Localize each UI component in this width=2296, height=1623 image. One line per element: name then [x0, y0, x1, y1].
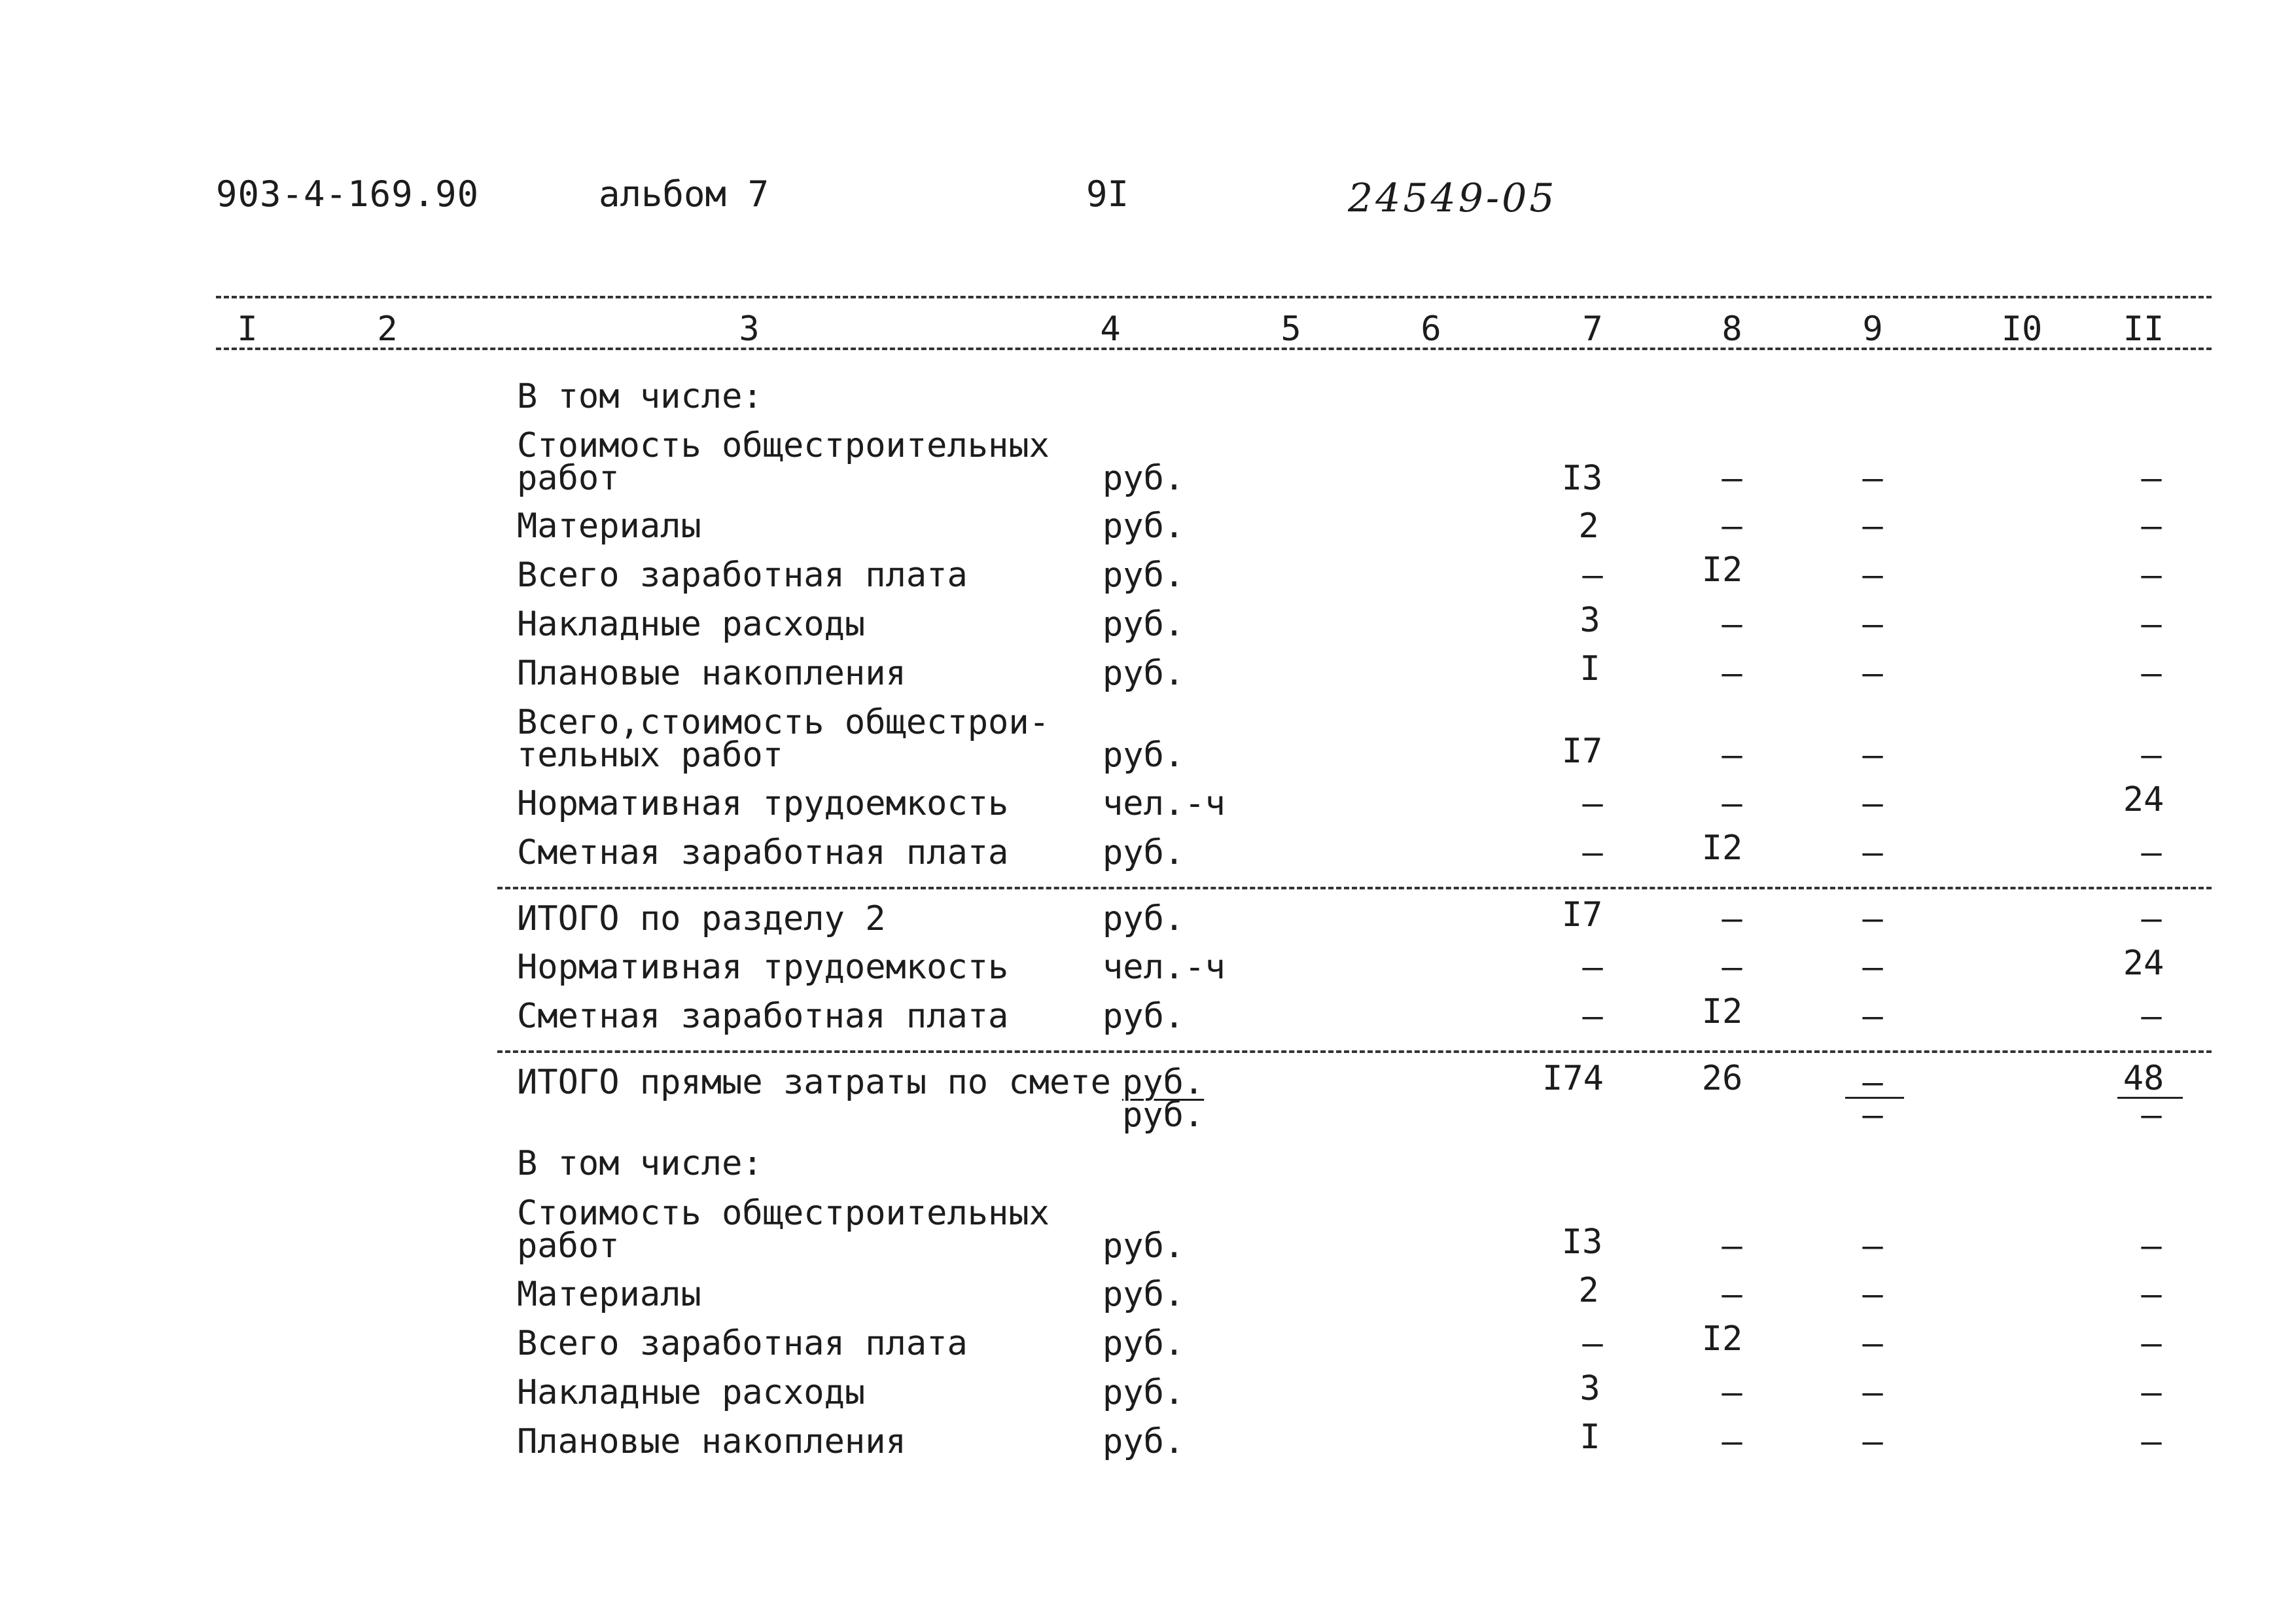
- cell-col8: –: [1722, 1226, 1742, 1266]
- row-label: Всего заработная плата: [517, 1324, 968, 1363]
- cell-col11: 48: [2123, 1059, 2164, 1098]
- cell-col8: –: [1722, 654, 1742, 693]
- cell-col7: 3: [1580, 1369, 1600, 1408]
- row-label-continued: работ: [517, 459, 620, 498]
- cell-col8: I2: [1701, 1319, 1743, 1359]
- row-unit: чел.-ч: [1103, 948, 1226, 987]
- row-label: Сметная заработная плата: [517, 997, 1009, 1036]
- row-label: Всего,стоимость общестрои-: [517, 703, 1050, 742]
- row-label: Стоимость общестроительных: [517, 426, 1050, 465]
- cell-col7: I3: [1561, 459, 1603, 498]
- row-unit: руб.: [1103, 605, 1185, 644]
- row-unit: руб.: [1103, 556, 1185, 595]
- row-unit-denominator: руб.: [1122, 1096, 1205, 1135]
- row-unit: руб.: [1103, 1324, 1185, 1363]
- row-unit: руб.: [1103, 507, 1185, 546]
- cell-col11: –: [2141, 1373, 2162, 1412]
- row-unit: руб.: [1103, 654, 1185, 693]
- cell-col8: –: [1722, 1373, 1742, 1412]
- cell-col8: –: [1722, 784, 1742, 823]
- cell-col11: –: [2141, 899, 2162, 938]
- cell-col11-denominator: –: [2141, 1096, 2162, 1135]
- row-unit: руб.: [1103, 899, 1185, 938]
- cell-col8: –: [1722, 736, 1742, 775]
- cell-col8: –: [1722, 507, 1742, 546]
- column-number-3: 3: [739, 310, 760, 349]
- cell-col9: –: [1862, 948, 1883, 987]
- cell-col11: –: [2141, 556, 2162, 595]
- document-number: 24549-05: [1348, 175, 1557, 221]
- cell-col9: –: [1862, 997, 1883, 1036]
- row-label: В том числе:: [517, 377, 763, 416]
- row-unit: руб.: [1122, 1063, 1205, 1102]
- album-label: альбом 7: [599, 173, 769, 215]
- row-label: Накладные расходы: [517, 1373, 866, 1412]
- cell-col9: –: [1862, 605, 1883, 644]
- cell-col8: I2: [1701, 992, 1743, 1031]
- row-unit: руб.: [1103, 1226, 1185, 1266]
- cell-col7: I7: [1561, 732, 1603, 771]
- cell-col9: –: [1862, 833, 1883, 872]
- row-label: Плановые накопления: [517, 1422, 906, 1461]
- row-label: Нормативная трудоемкость: [517, 948, 1009, 987]
- row-unit: руб.: [1103, 1422, 1185, 1461]
- cell-col8: –: [1722, 1275, 1742, 1314]
- column-number-8: 8: [1722, 310, 1742, 349]
- page-number: 9I: [1086, 173, 1129, 215]
- cell-col7: I: [1580, 649, 1600, 688]
- column-number-4: 4: [1100, 310, 1121, 349]
- cell-col9: –: [1862, 784, 1883, 823]
- cell-col7: –: [1582, 948, 1603, 987]
- row-unit: руб.: [1103, 997, 1185, 1036]
- row-unit: руб.: [1103, 833, 1185, 872]
- cell-col7: –: [1582, 784, 1603, 823]
- column-number-7: 7: [1582, 310, 1603, 349]
- cell-col9: –: [1862, 736, 1883, 775]
- column-number-1: I: [237, 310, 258, 349]
- section-separator: [497, 887, 2212, 889]
- cell-col11: –: [2141, 459, 2162, 498]
- cell-col8: –: [1722, 459, 1742, 498]
- cell-col11: –: [2141, 1275, 2162, 1314]
- cell-col7: 3: [1580, 601, 1600, 640]
- column-number-5: 5: [1280, 310, 1301, 349]
- header-bottom-rule: [216, 348, 2212, 350]
- cell-col9: –: [1862, 556, 1883, 595]
- header-top-rule: [216, 296, 2212, 298]
- row-label-continued: работ: [517, 1226, 620, 1266]
- row-label: Всего заработная плата: [517, 556, 968, 595]
- cell-col7: I74: [1542, 1059, 1604, 1098]
- row-label: Сметная заработная плата: [517, 833, 1009, 872]
- cell-col11: –: [2141, 654, 2162, 693]
- cell-col7: –: [1582, 1324, 1603, 1363]
- cell-col11: –: [2141, 833, 2162, 872]
- cell-col7: 2: [1578, 1271, 1599, 1310]
- cell-col11: –: [2141, 736, 2162, 775]
- cell-col9: –: [1862, 1422, 1883, 1461]
- section-separator: [497, 1050, 2212, 1053]
- row-label: ИТОГО прямые затраты по смете: [517, 1063, 1111, 1102]
- cell-col7: 2: [1578, 507, 1599, 546]
- cell-col7: I: [1580, 1418, 1600, 1457]
- row-label: ИТОГО по разделу 2: [517, 899, 886, 938]
- cell-col9: –: [1862, 459, 1883, 498]
- cell-col9: –: [1862, 507, 1883, 546]
- cell-col11: –: [2141, 997, 2162, 1036]
- cell-col9: –: [1862, 1226, 1883, 1266]
- column-number-9: 9: [1862, 310, 1883, 349]
- row-unit: руб.: [1103, 1373, 1185, 1412]
- cell-col7: I7: [1561, 895, 1603, 935]
- cell-col7: I3: [1561, 1222, 1603, 1262]
- row-label: Материалы: [517, 1275, 701, 1314]
- column-number-10: I0: [2001, 310, 2043, 349]
- cell-col8: I2: [1701, 829, 1743, 868]
- cell-col8: –: [1722, 899, 1742, 938]
- cell-col9: –: [1862, 654, 1883, 693]
- cell-col11: –: [2141, 507, 2162, 546]
- cell-col8: I2: [1701, 550, 1743, 590]
- cell-col9: –: [1862, 1063, 1883, 1102]
- row-label: Нормативная трудоемкость: [517, 784, 1009, 823]
- row-unit: чел.-ч: [1103, 784, 1226, 823]
- cell-col11: 24: [2123, 780, 2164, 819]
- cell-col7: –: [1582, 833, 1603, 872]
- row-label: Накладные расходы: [517, 605, 866, 644]
- column-number-2: 2: [377, 310, 398, 349]
- row-label: Плановые накопления: [517, 654, 906, 693]
- row-unit: руб.: [1103, 459, 1185, 498]
- cell-col9-denominator: –: [1862, 1096, 1883, 1135]
- row-unit: руб.: [1103, 1275, 1185, 1314]
- row-unit: руб.: [1103, 736, 1185, 775]
- cell-col7: –: [1582, 997, 1603, 1036]
- cell-col9: –: [1862, 1373, 1883, 1412]
- cell-col8: –: [1722, 1422, 1742, 1461]
- cell-col9: –: [1862, 1324, 1883, 1363]
- row-label-continued: тельных работ: [517, 736, 783, 775]
- cell-col9: –: [1862, 1275, 1883, 1314]
- row-label: Стоимость общестроительных: [517, 1194, 1050, 1233]
- row-label: Материалы: [517, 507, 701, 546]
- cell-col11: –: [2141, 605, 2162, 644]
- cell-col8: –: [1722, 948, 1742, 987]
- column-number-6: 6: [1421, 310, 1441, 349]
- cell-col11: 24: [2123, 944, 2164, 983]
- cell-col7: –: [1582, 556, 1603, 595]
- column-number-11: II: [2123, 310, 2164, 349]
- cell-col9: –: [1862, 899, 1883, 938]
- cell-col8: 26: [1701, 1059, 1743, 1098]
- row-label: В том числе:: [517, 1144, 763, 1183]
- cell-col11: –: [2141, 1422, 2162, 1461]
- cell-col8: –: [1722, 605, 1742, 644]
- cell-col11: –: [2141, 1226, 2162, 1266]
- cell-col11: –: [2141, 1324, 2162, 1363]
- project-code: 903-4-169.90: [216, 173, 480, 215]
